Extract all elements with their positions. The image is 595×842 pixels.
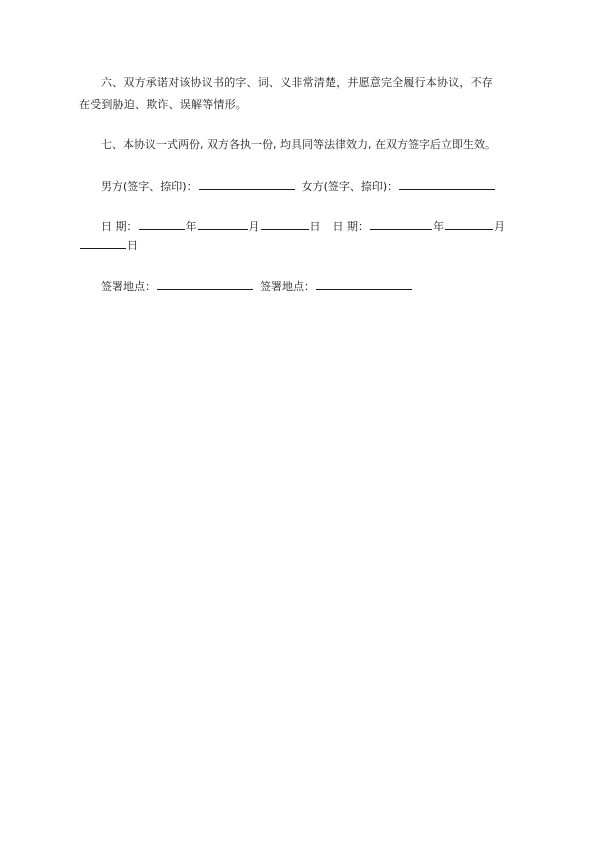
date-1-year-field[interactable]	[139, 217, 185, 230]
date-2-month-unit: 月	[494, 220, 505, 233]
date-2-month-field[interactable]	[445, 217, 493, 230]
female-signature-label: 女方(签字、捺印)：	[301, 180, 399, 193]
date-1-month-field[interactable]	[198, 217, 248, 230]
clause-6-line-2: 在受到胁迫、欺诈、误解等情形。	[79, 98, 247, 111]
date-label-2: 日 期：	[332, 220, 369, 233]
signing-place-row	[101, 277, 413, 295]
date-2-year-field[interactable]	[370, 217, 432, 230]
date-1-year-unit: 年	[185, 220, 197, 233]
date-1-day-unit: 日	[309, 220, 321, 233]
male-signature-field[interactable]	[199, 177, 295, 190]
date-row-continuation	[79, 236, 138, 254]
date-2-day-unit: 日	[127, 239, 138, 252]
date-1-day-field[interactable]	[261, 217, 309, 230]
clause-6-line-1: 六、双方承诺对该协议书的字、词、义非常清楚，并愿意完全履行本协议，不存	[101, 76, 493, 89]
date-label-1: 日 期：	[101, 220, 138, 233]
date-2-day-field[interactable]	[80, 236, 126, 249]
place-1-field[interactable]	[157, 277, 253, 290]
date-2-year-unit: 年	[433, 220, 444, 233]
male-signature-label: 男方(签字、捺印)：	[101, 180, 198, 193]
clause-7-text: 七、本协议一式两份, 双方各执一份, 均具同等法律效力, 在双方签字后立即生效。	[101, 138, 496, 151]
clause-7	[101, 137, 496, 153]
female-signature-field[interactable]	[399, 177, 495, 190]
clause-6	[79, 72, 529, 116]
place-label-2: 签署地点：	[260, 280, 315, 293]
place-2-field[interactable]	[316, 277, 412, 290]
signature-row	[101, 177, 496, 195]
date-row	[101, 217, 505, 235]
place-label-1: 签署地点：	[101, 280, 156, 293]
date-1-month-unit: 月	[248, 220, 260, 233]
